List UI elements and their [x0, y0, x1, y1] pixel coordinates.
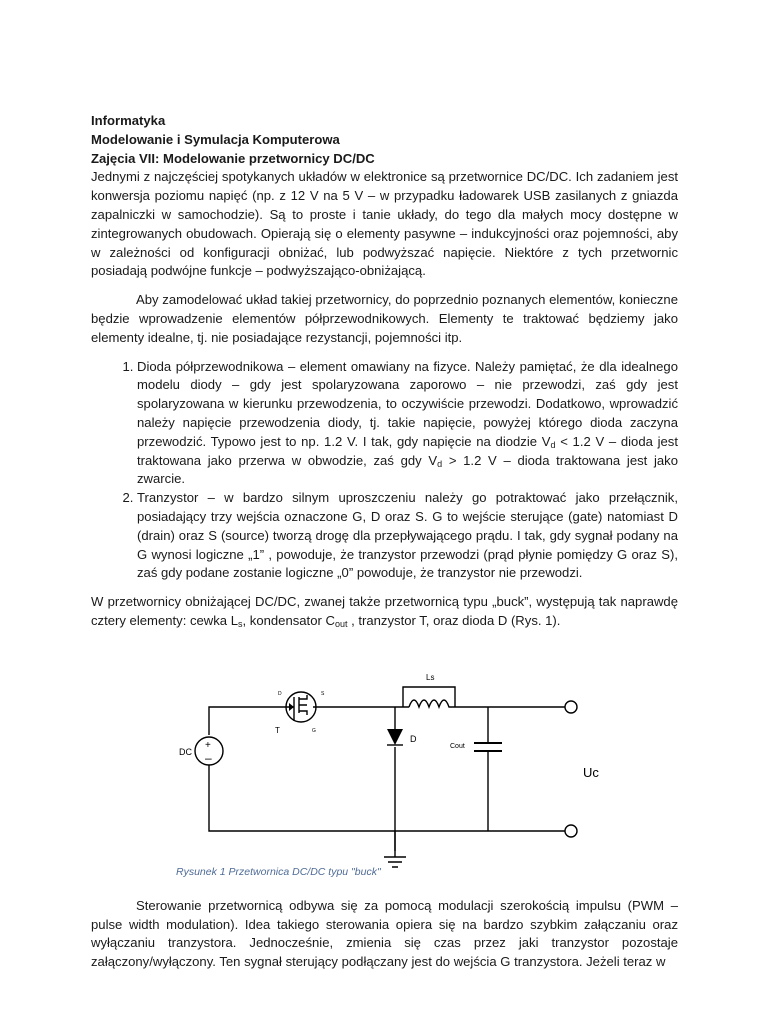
source-minus-icon: –	[205, 750, 212, 765]
inductor-coil-icon	[403, 700, 455, 707]
elements-list	[91, 358, 678, 584]
semiconductor-paragraph: Aby zamodelować układ takiej przetwornicy, do poprzednio poznanych elementów, konieczne będzie wprowadzenie elementów półprzewodnikowych. Elementy te traktować będziemy jako elementy idealne, tj. nie posiadające rezystancji, pojemności itp.	[91, 292, 678, 345]
buck-sub-2: out	[334, 618, 348, 629]
transistor-arrow-icon	[289, 703, 294, 711]
diode-text-a: Dioda półprzewodnikowa – element omawiany na fizyce. Należy pamiętać, że dla idealnego modelu diody – gdy jest spolaryzowana zaporowo – nie przewodzi, zaś gdy jest spolaryzowana w kierunku przewodzenia, to oczywiście przewodzi. Dodatkowo, wprowadzić należy napięcie przewodzenia diody, tj. takie napięcie, powyżej którego dioda zaczyna przewodzić. Typowo jest to np. 1.2 V. I tak, gdy napięcie na diodzie V	[137, 358, 678, 449]
label-diode: D	[410, 733, 417, 744]
lesson-title: Zajęcia VII: Modelowanie przetwornicy DC/DC	[91, 150, 375, 166]
buck-text-a: W przetwornicy obniżającej DC/DC, zwanej także przetwornicą typu „buck”, występują tak naprawdę cztery elementy: cewka L	[91, 594, 678, 628]
diode-text-b: < 1.2 V – dioda jest traktowana jako przerwa w obwodzie, zaś gdy V	[137, 433, 678, 468]
output-terminal-top	[565, 701, 577, 713]
label-capacitor: Cout	[450, 742, 465, 750]
label-dc: DC	[179, 746, 192, 757]
ground-icon	[384, 831, 406, 867]
label-transistor: T	[275, 725, 280, 735]
pwm-paragraph: Sterowanie przetwornicą odbywa się za pomocą modulacji szerokością impulsu (PWM – pulse width modulation). Idea takiego sterowania opiera się na bardzo szybkim załączaniu oraz wyłączaniu tranzystora. Jednocześnie, zmienia się czas przez jaki tranzystor pozostaje załączony/wyłączony. Ten sygnał sterujący podłączany jest do wejścia G tranzystora. Jeżeli teraz w	[91, 897, 678, 970]
label-source-pin: S	[321, 690, 325, 697]
label-drain-pin: D	[278, 690, 282, 697]
capacitor-plates-icon	[474, 743, 502, 751]
diode-sub-1: d	[550, 439, 556, 450]
buck-text-b: , kondensator C	[242, 612, 335, 628]
buck-text-c: , tranzystor T, oraz dioda D (Rys. 1).	[347, 612, 561, 628]
diode-sub-2: d	[437, 458, 443, 469]
intro-paragraph: Jednymi z najczęściej spotykanych układów w elektronice są przetwornice DC/DC. Ich zadaniem jest konwersja poziomu napięć (np. z 12 V na 5 V – w przypadku ładowarek USB zasilanych z gniazda zapalniczki w samochodzie). Są to proste i tanie układy, do tego dla małych mocy dostępne w zintegrowanych obudowach. Opierają się o elementy pasywne – indukcyjności oraz pojemności, aby w zależności od konfiguracji obniżać, lub podwyższać napięcie. Niektóre z tych przetwornic posiadają podwójne funkcje – podwyższająco-obniżającą.	[91, 169, 678, 279]
source-plus-icon: +	[205, 739, 211, 751]
figure-caption: Rysunek 1 Przetwornica DC/DC typu "buck"	[176, 865, 381, 878]
label-inductor: Ls	[426, 672, 435, 682]
course-title: Modelowanie i Symulacja Komputerowa	[91, 131, 340, 147]
label-gate-pin: G	[312, 727, 316, 734]
buck-paragraph	[91, 593, 678, 631]
diode-text-c: > 1.2 V – dioda traktowana jest jako zwarcie.	[137, 452, 678, 487]
label-output-voltage: Uc	[583, 764, 599, 780]
output-terminal-bottom	[565, 825, 577, 837]
buck-circuit-diagram	[91, 651, 678, 879]
list-item-diode	[137, 358, 678, 490]
list-item-transistor: 2. Tranzystor – w bardzo silnym uproszczeniu należy go potraktować jako przełącznik, posiadający trzy wejścia oznaczone G, D oraz S. G to wejście sterujące (gate) natomiast D (drain) oraz S (source) tworzą drogę dla przepływającego prądu. I tak, gdy sygnał podany na G wynosi logiczne „1” , powoduje, że tranzystor przewodzi (prąd płynie pomiędzy G oraz S), zaś gdy podane zostanie logiczne „0” powoduje, że tranzystor nie przewodzi.	[137, 489, 678, 583]
diode-triangle-icon	[387, 729, 403, 745]
buck-sub-1: s	[238, 618, 243, 629]
document-page	[91, 112, 678, 972]
bottom-wire	[209, 765, 565, 831]
subject-title: Informatyka	[91, 113, 166, 128]
buck-converter-figure	[91, 651, 678, 879]
